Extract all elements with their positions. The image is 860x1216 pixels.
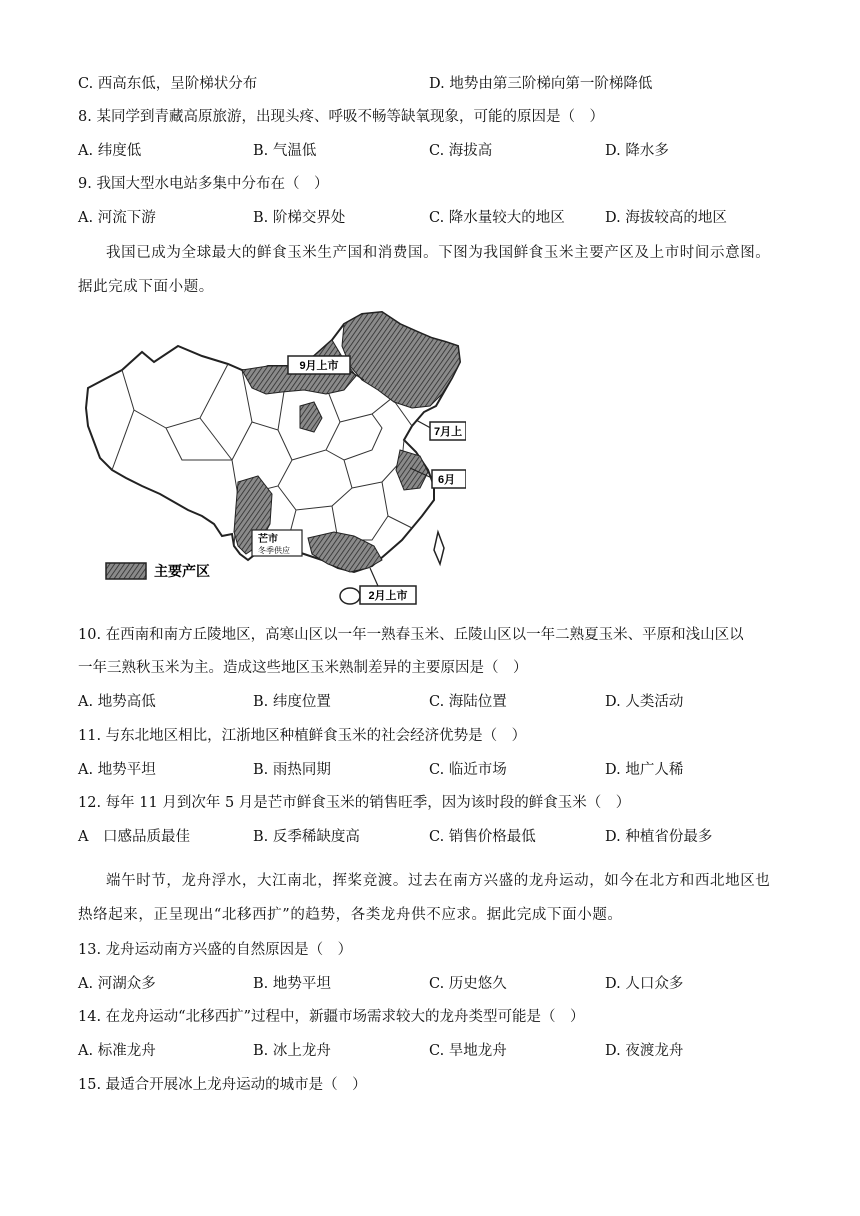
passage-dragon-boat-line1: 端午时节，龙舟浮水，大江南北，挥桨竞渡。过去在南方兴盛的龙舟运动，如今在北方和西北地区也: [106, 873, 771, 889]
q7-option-d: D. 地势由第三阶梯向第一阶梯降低: [429, 76, 653, 92]
q12-stem: 12. 每年 11 月到次年 5 月是芒市鲜食玉米的销售旺季，因为该时段的鲜食玉米（ ）: [78, 795, 631, 811]
q9-option-a: A. 河流下游: [78, 210, 156, 226]
q14-option-b: B. 冰上龙舟: [253, 1043, 331, 1059]
corn-production-map: [82, 310, 466, 610]
q8-option-a: A. 纬度低: [78, 143, 142, 159]
q9-stem: 9. 我国大型水电站多集中分布在（ ）: [78, 176, 329, 192]
q13-option-a: A. 河湖众多: [78, 976, 156, 992]
q11-option-b: B. 雨热同期: [253, 762, 331, 778]
q10-option-c: C. 海陆位置: [429, 694, 507, 710]
legend-swatch: [106, 563, 146, 579]
q14-option-d: D. 夜渡龙舟: [605, 1043, 684, 1059]
label-jul-market: 7月上: [434, 426, 463, 438]
q9-option-c: C. 降水量较大的地区: [429, 210, 565, 226]
hainan-island: [340, 588, 360, 604]
q11-option-c: C. 临近市场: [429, 762, 507, 778]
q10-stem-line2: 一年三熟秋玉米为主。造成这些地区玉米熟制差异的主要原因是（ ）: [78, 660, 528, 676]
q8-stem: 8. 某同学到青藏高原旅游，出现头疼、呼吸不畅等缺氧现象，可能的原因是（ ）: [78, 109, 604, 125]
q14-option-a: A. 标准龙舟: [78, 1043, 156, 1059]
q9-option-d: D. 海拔较高的地区: [605, 210, 727, 226]
q14-option-c: C. 旱地龙舟: [429, 1043, 507, 1059]
q14-stem: 14. 在龙舟运动“北移西扩”过程中，新疆市场需求较大的龙舟类型可能是（ ）: [78, 1009, 585, 1025]
callout-feb: [360, 586, 416, 604]
q11-stem: 11. 与东北地区相比，江浙地区种植鲜食玉米的社会经济优势是（ ）: [78, 728, 527, 744]
passage-dragon-boat: [78, 864, 778, 932]
label-winter-supply: 冬季供应: [258, 546, 290, 555]
label-mangshi: 芒市: [258, 534, 278, 545]
q7-option-c: C. 西高东低，呈阶梯状分布: [78, 76, 258, 92]
q8-option-c: C. 海拔高: [429, 143, 493, 159]
map-legend: [106, 563, 210, 579]
q10-option-d: D. 人类活动: [605, 694, 684, 710]
callout-sep: [288, 356, 350, 374]
q13-option-d: D. 人口众多: [605, 976, 684, 992]
q12-option-d: D. 种植省份最多: [605, 829, 713, 845]
label-sep-market: 9月上市: [299, 360, 339, 372]
q13-stem: 13. 龙舟运动南方兴盛的自然原因是（ ）: [78, 942, 353, 958]
q8-option-d: D. 降水多: [605, 143, 669, 159]
q12-option-c: C. 销售价格最低: [429, 829, 536, 845]
label-feb-market: 2月上市: [368, 590, 408, 602]
label-jun-market: 6月: [438, 474, 456, 486]
q12-option-b: B. 反季稀缺度高: [253, 829, 360, 845]
taiwan-island: [434, 532, 444, 564]
q10-stem-line1: 10. 在西南和南方丘陵地区，高寒山区以一年一熟春玉米、丘陵山区以一年二熟夏玉米、平原和浅山区以: [78, 627, 744, 643]
q10-option-a: A. 地势高低: [78, 694, 156, 710]
q10-option-b: B. 纬度位置: [253, 694, 331, 710]
q15-stem: 15. 最适合开展冰上龙舟运动的城市是（ ）: [78, 1077, 367, 1093]
passage-corn-line2: 据此完成下面小题。: [78, 279, 214, 295]
q8-option-b: B. 气温低: [253, 143, 317, 159]
q11-option-d: D. 地广人稀: [605, 762, 684, 778]
callout-jun: [432, 470, 466, 488]
q13-option-b: B. 地势平坦: [253, 976, 331, 992]
q12-option-a: A 口感品质最佳: [78, 829, 190, 845]
callout-mangshi: [252, 530, 302, 556]
q13-option-c: C. 历史悠久: [429, 976, 507, 992]
passage-dragon-boat-line2: 热络起来，正呈现出“北移西扩”的趋势，各类龙舟供不应求。据此完成下面小题。: [78, 907, 623, 923]
passage-corn: [78, 236, 778, 304]
callout-jul: [430, 422, 466, 440]
q11-option-a: A. 地势平坦: [78, 762, 156, 778]
legend-label: 主要产区: [154, 563, 210, 579]
passage-corn-line1: 我国已成为全球最大的鲜食玉米生产国和消费国。下图为我国鲜食玉米主要产区及上市时间示意图。: [106, 245, 771, 261]
q9-option-b: B. 阶梯交界处: [253, 210, 346, 226]
